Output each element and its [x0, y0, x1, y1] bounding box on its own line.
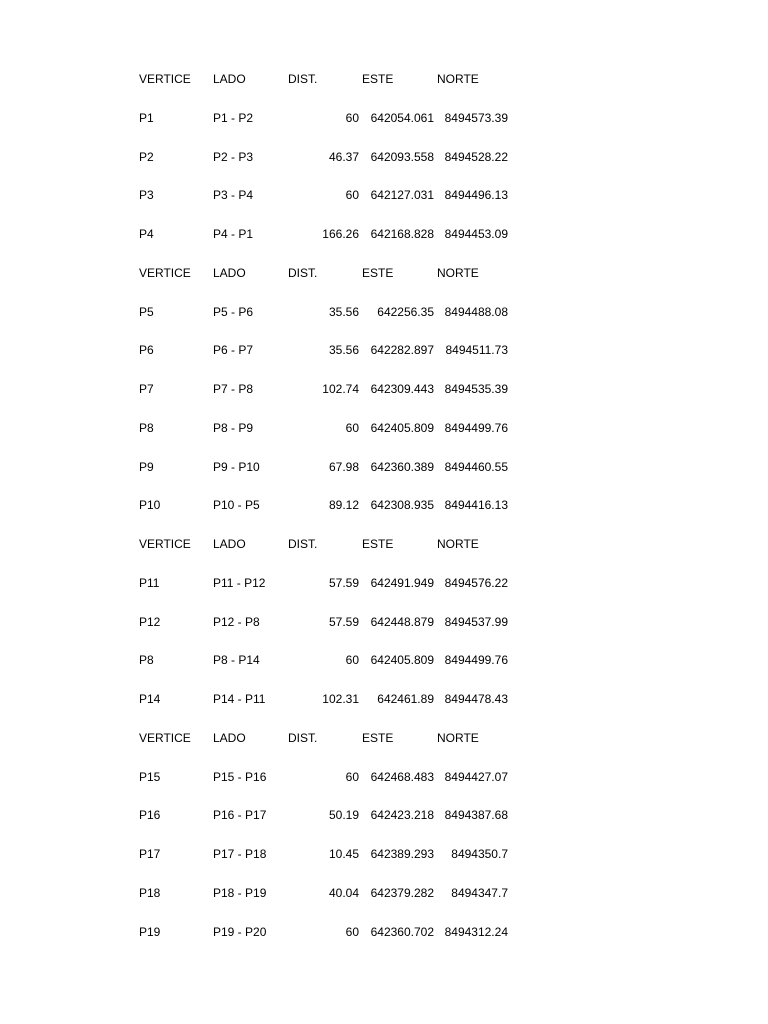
- vertice-cell: P8: [139, 653, 154, 667]
- vertice-header: VERTICE: [139, 537, 191, 551]
- norte-cell: 8494576.22: [444, 576, 508, 590]
- lado-cell: P2 - P3: [213, 150, 254, 164]
- dist-cell: 10.45: [328, 847, 359, 861]
- este-cell: 642461.89: [377, 692, 434, 706]
- vertice-cell: P10: [139, 498, 161, 512]
- vertice-cell: P1: [139, 111, 154, 125]
- vertice-cell: P5: [139, 305, 154, 319]
- dist-cell: 57.59: [328, 576, 359, 590]
- vertice-cell: P18: [139, 886, 161, 900]
- vertice-header: VERTICE: [139, 731, 191, 745]
- dist-cell: 60: [345, 653, 359, 667]
- lado-header: LADO: [213, 537, 246, 551]
- este-cell: 642448.879: [370, 615, 434, 629]
- lado-cell: P12 - P8: [213, 615, 260, 629]
- norte-cell: 8494460.55: [444, 460, 508, 474]
- table-row: [0, 340, 768, 360]
- dist-cell: 57.59: [328, 615, 359, 629]
- table-row: [0, 650, 768, 670]
- este-cell: 642168.828: [370, 227, 434, 241]
- dist-cell: 35.56: [328, 305, 359, 319]
- table-row: [0, 224, 768, 244]
- norte-cell: 8494350.7: [451, 847, 508, 861]
- vertice-cell: P6: [139, 343, 154, 357]
- lado-cell: P18 - P19: [213, 886, 267, 900]
- dist-header: DIST.: [288, 731, 318, 745]
- dist-cell: 102.31: [322, 692, 359, 706]
- table-row: [0, 108, 768, 128]
- lado-cell: P4 - P1: [213, 227, 254, 241]
- vertice-cell: P11: [139, 576, 160, 590]
- dist-cell: 102.74: [322, 382, 359, 396]
- lado-cell: P1 - P2: [213, 111, 254, 125]
- dist-cell: 89.12: [328, 498, 359, 512]
- table-header-row: [0, 728, 768, 748]
- norte-cell: 8494416.13: [444, 498, 508, 512]
- dist-cell: 60: [345, 770, 359, 784]
- norte-header: NORTE: [437, 266, 479, 280]
- lado-cell: P8 - P14: [213, 653, 260, 667]
- lado-cell: P19 - P20: [213, 925, 267, 939]
- vertice-cell: P3: [139, 188, 154, 202]
- este-header: ESTE: [362, 72, 394, 86]
- norte-cell: 8494499.76: [444, 421, 508, 435]
- este-cell: 642468.483: [370, 770, 434, 784]
- norte-cell: 8494488.08: [444, 305, 508, 319]
- lado-cell: P9 - P10: [213, 460, 260, 474]
- lado-cell: P3 - P4: [213, 188, 254, 202]
- norte-header: NORTE: [437, 731, 479, 745]
- vertice-cell: P2: [139, 150, 154, 164]
- norte-cell: 8494453.09: [444, 227, 508, 241]
- table-row: [0, 883, 768, 903]
- vertice-header: VERTICE: [139, 266, 191, 280]
- vertice-header: VERTICE: [139, 72, 191, 86]
- este-cell: 642360.702: [370, 925, 434, 939]
- norte-cell: 8494347.7: [451, 886, 508, 900]
- table-row: [0, 612, 768, 632]
- lado-cell: P5 - P6: [213, 305, 254, 319]
- vertice-cell: P8: [139, 421, 154, 435]
- dist-header: DIST.: [288, 72, 318, 86]
- norte-cell: 8494387.68: [444, 808, 508, 822]
- norte-header: NORTE: [437, 537, 479, 551]
- este-cell: 642093.558: [370, 150, 434, 164]
- lado-header: LADO: [213, 731, 246, 745]
- este-cell: 642309.443: [370, 382, 434, 396]
- este-cell: 642405.809: [370, 421, 434, 435]
- vertice-cell: P19: [139, 925, 161, 939]
- vertice-cell: P9: [139, 460, 154, 474]
- vertice-cell: P17: [139, 847, 161, 861]
- table-row: [0, 302, 768, 322]
- vertice-cell: P16: [139, 808, 161, 822]
- este-cell: 642282.897: [370, 343, 434, 357]
- dist-cell: 60: [345, 188, 359, 202]
- lado-header: LADO: [213, 266, 246, 280]
- dist-header: DIST.: [288, 537, 318, 551]
- table-row: [0, 805, 768, 825]
- lado-cell: P14 - P11: [213, 692, 266, 706]
- table-header-row: [0, 263, 768, 283]
- este-cell: 642360.389: [370, 460, 434, 474]
- table-row: [0, 922, 768, 942]
- lado-cell: P17 - P18: [213, 847, 267, 861]
- dist-cell: 40.04: [328, 886, 359, 900]
- dist-cell: 60: [345, 111, 359, 125]
- norte-cell: 8494528.22: [444, 150, 508, 164]
- table-row: [0, 379, 768, 399]
- lado-header: LADO: [213, 72, 246, 86]
- norte-cell: 8494312.24: [444, 925, 508, 939]
- este-cell: 642491.949: [370, 576, 434, 590]
- vertice-cell: P12: [139, 615, 161, 629]
- dist-cell: 60: [345, 925, 359, 939]
- table-row: [0, 418, 768, 438]
- norte-cell: 8494478.43: [444, 692, 508, 706]
- norte-cell: 8494537.99: [444, 615, 508, 629]
- table-row: [0, 689, 768, 709]
- vertice-cell: P4: [139, 227, 154, 241]
- este-cell: 642127.031: [370, 188, 434, 202]
- dist-cell: 50.19: [328, 808, 359, 822]
- dist-cell: 67.98: [328, 460, 359, 474]
- dist-cell: 166.26: [322, 227, 359, 241]
- dist-cell: 60: [345, 421, 359, 435]
- vertice-cell: P14: [139, 692, 161, 706]
- lado-cell: P11 - P12: [213, 576, 266, 590]
- table-row: [0, 573, 768, 593]
- dist-cell: 46.37: [328, 150, 359, 164]
- table-header-row: [0, 69, 768, 89]
- este-cell: 642054.061: [370, 111, 434, 125]
- vertice-cell: P7: [139, 382, 154, 396]
- table-row: [0, 767, 768, 787]
- este-header: ESTE: [362, 731, 394, 745]
- lado-cell: P6 - P7: [213, 343, 254, 357]
- este-cell: 642405.809: [370, 653, 434, 667]
- este-header: ESTE: [362, 266, 394, 280]
- table-row: [0, 844, 768, 864]
- table-row: [0, 185, 768, 205]
- table-row: [0, 457, 768, 477]
- este-cell: 642389.293: [370, 847, 434, 861]
- lado-cell: P16 - P17: [213, 808, 267, 822]
- norte-cell: 8494496.13: [444, 188, 508, 202]
- norte-cell: 8494427.07: [444, 770, 508, 784]
- norte-header: NORTE: [437, 72, 479, 86]
- vertice-cell: P15: [139, 770, 161, 784]
- table-row: [0, 495, 768, 515]
- este-cell: 642308.935: [370, 498, 434, 512]
- norte-cell: 8494499.76: [444, 653, 508, 667]
- dist-header: DIST.: [288, 266, 318, 280]
- table-header-row: [0, 534, 768, 554]
- lado-cell: P8 - P9: [213, 421, 254, 435]
- lado-cell: P15 - P16: [213, 770, 267, 784]
- table-row: [0, 147, 768, 167]
- este-cell: 642423.218: [370, 808, 434, 822]
- norte-cell: 8494511.73: [445, 343, 508, 357]
- norte-cell: 8494573.39: [444, 111, 508, 125]
- este-cell: 642256.35: [377, 305, 434, 319]
- lado-cell: P10 - P5: [213, 498, 260, 512]
- este-header: ESTE: [362, 537, 394, 551]
- este-cell: 642379.282: [370, 886, 434, 900]
- norte-cell: 8494535.39: [444, 382, 508, 396]
- dist-cell: 35.56: [328, 343, 359, 357]
- lado-cell: P7 - P8: [213, 382, 254, 396]
